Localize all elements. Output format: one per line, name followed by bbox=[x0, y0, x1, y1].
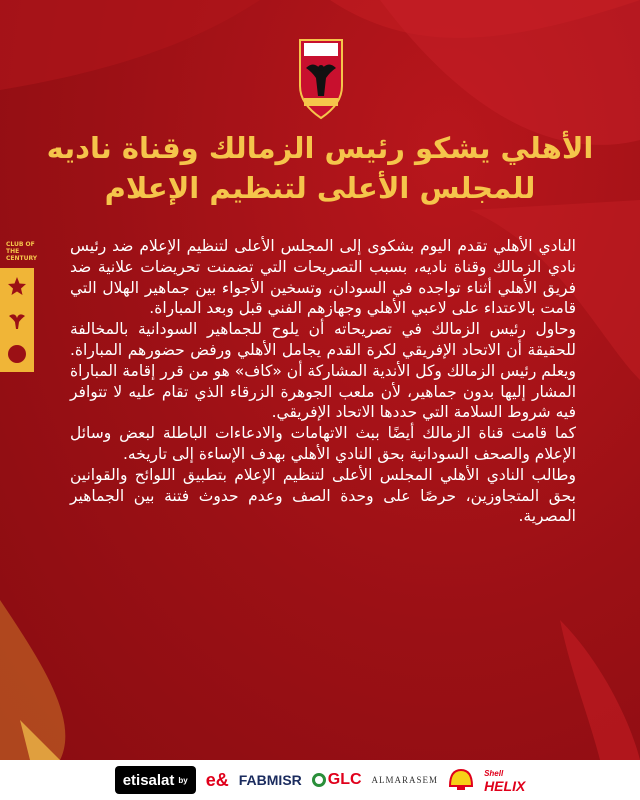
headline-line-1: الأهلي يشكو رئيس الزمالك وقناة ناديه bbox=[46, 131, 594, 165]
glc-logo: GLC bbox=[312, 771, 362, 789]
shell-pecten-icon bbox=[448, 768, 474, 792]
article-body bbox=[70, 236, 576, 527]
side-icon-band bbox=[0, 268, 34, 372]
side-tag bbox=[6, 241, 48, 262]
article-paragraph: وحاول رئيس الزمالك في تصريحاته أن يلوح للجماهير السودانية بالمخالفة للحقيقة أن الاتحاد الإفريقي لكرة القدم يجامل الأهلي ورفض حضورهم المباراة. ويعلم رئيس الزمالك وكل الأندية المشاركة أن «كاف» هو من قرر إقامة المباراة المشار إليها بدون جماهير، لأن ملعب الجوهرة الزرقاء الذي تقام عليه لا تتوافر فيه شروط السلامة التي حددها الاتحاد الإفريقي. bbox=[70, 320, 576, 422]
circle-icon bbox=[7, 344, 27, 364]
al-ahly-eagle-crest-icon bbox=[296, 38, 346, 120]
shell-helix-logo: Shell HELIX bbox=[484, 769, 526, 794]
headline-line-2: للمجلس الأعلى لتنظيم الإعلام bbox=[104, 171, 536, 205]
almarasem-logo: ALMARASEM bbox=[371, 775, 439, 785]
headline bbox=[40, 128, 600, 208]
star-icon bbox=[7, 276, 27, 296]
article-paragraph: النادي الأهلي تقدم اليوم بشكوى إلى المجلس الأعلى لتنظيم الإعلام ضد رئيس نادي الزمالك وقناة ناديه، بسبب التصريحات التي تضمنت تحريضات علانية ضد فريق الأهلي أثناء تواجده في السودان، وتسخين الأجواء بين جماهير الهلال التي قامت بالاعتداء على لاعبي الأهلي وجهازهم الفني قبل وبعد المباراة. bbox=[70, 237, 576, 318]
eagle-icon bbox=[7, 310, 27, 330]
side-tag-line-1: CLUB OF bbox=[6, 241, 35, 248]
etisalat-logo: etisalat by bbox=[115, 766, 196, 794]
fabmisr-logo: FABMISR bbox=[238, 772, 302, 788]
article-paragraph: وطالب النادي الأهلي المجلس الأعلى لتنظيم الإعلام بتطبيق اللوائح والقوانين بحق المتجاوزين، حرصًا على وحدة الصف وعدم حدوث فتنة بين الجماهير المصرية. bbox=[70, 465, 576, 526]
e-and-logo: e& bbox=[205, 769, 229, 790]
sponsor-bar bbox=[0, 760, 640, 800]
article-paragraph: كما قامت قناة الزمالك أيضًا ببث الاتهامات والادعاءات الباطلة لبعض وسائل الإعلام والصحف السودانية بحق النادي الأهلي بهدف الإساءة إلى تاريخه. bbox=[70, 424, 576, 463]
glc-ring-icon bbox=[312, 773, 326, 787]
side-tag-line-2: THE CENTURY bbox=[6, 248, 38, 262]
